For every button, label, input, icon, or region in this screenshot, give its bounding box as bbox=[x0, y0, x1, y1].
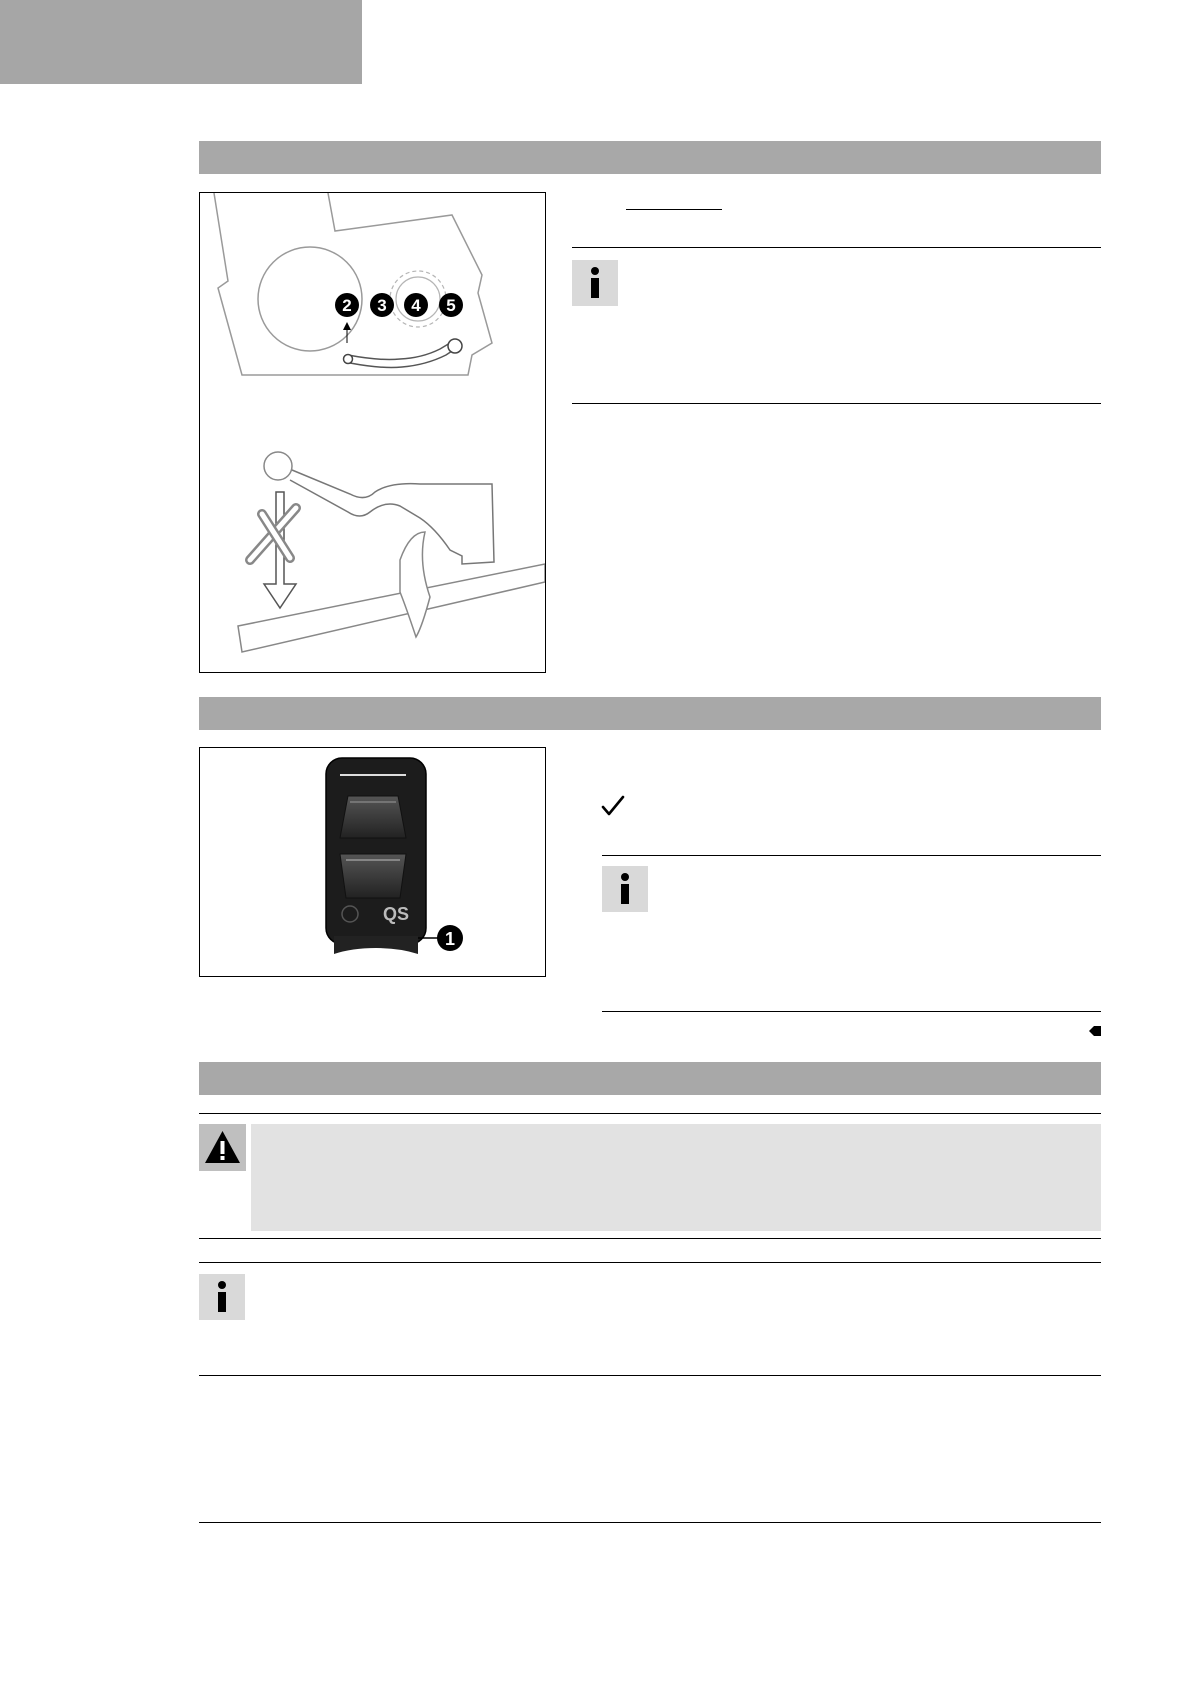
info-icon bbox=[199, 1274, 245, 1320]
callout-1 bbox=[437, 925, 463, 951]
switch-label-qs: QS bbox=[382, 904, 410, 924]
position-label-2 bbox=[335, 293, 359, 317]
chapter-tab bbox=[0, 0, 362, 84]
figure-lever-not-pulled bbox=[199, 432, 546, 673]
warning-bottom-rule bbox=[199, 1238, 1101, 1239]
note-bottom-rule-3 bbox=[199, 1375, 1101, 1376]
warning-icon bbox=[199, 1124, 246, 1171]
note-bottom-rule-1 bbox=[572, 403, 1101, 404]
note-top-rule-3 bbox=[199, 1262, 1101, 1263]
info-icon bbox=[602, 866, 648, 912]
end-of-section-marker bbox=[1089, 1024, 1101, 1036]
note-bottom-rule-2 bbox=[602, 1011, 1101, 1012]
svg-text:1: 1 bbox=[444, 929, 456, 949]
position-label-5 bbox=[439, 293, 463, 317]
figure-lever-adjuster bbox=[199, 192, 546, 433]
position-label-4 bbox=[404, 293, 428, 317]
section-header-bar-2 bbox=[199, 697, 1101, 730]
svg-text:4: 4 bbox=[411, 296, 421, 315]
note-top-rule-2 bbox=[602, 855, 1101, 856]
section-bottom-rule bbox=[199, 1522, 1101, 1523]
checkmark-icon bbox=[600, 793, 626, 819]
section-header-bar-3 bbox=[199, 1062, 1101, 1095]
figure-quickshifter-switch bbox=[199, 747, 546, 977]
warning-panel bbox=[251, 1124, 1101, 1231]
position-label-3 bbox=[370, 293, 394, 317]
svg-text:3: 3 bbox=[377, 296, 387, 315]
svg-text:2: 2 bbox=[342, 296, 352, 315]
link-underline[interactable] bbox=[626, 209, 722, 210]
note-top-rule-1 bbox=[572, 247, 1101, 248]
svg-text:5: 5 bbox=[446, 296, 456, 315]
warning-top-rule bbox=[199, 1113, 1101, 1114]
info-icon bbox=[572, 260, 618, 306]
section-header-bar-1 bbox=[199, 141, 1101, 174]
